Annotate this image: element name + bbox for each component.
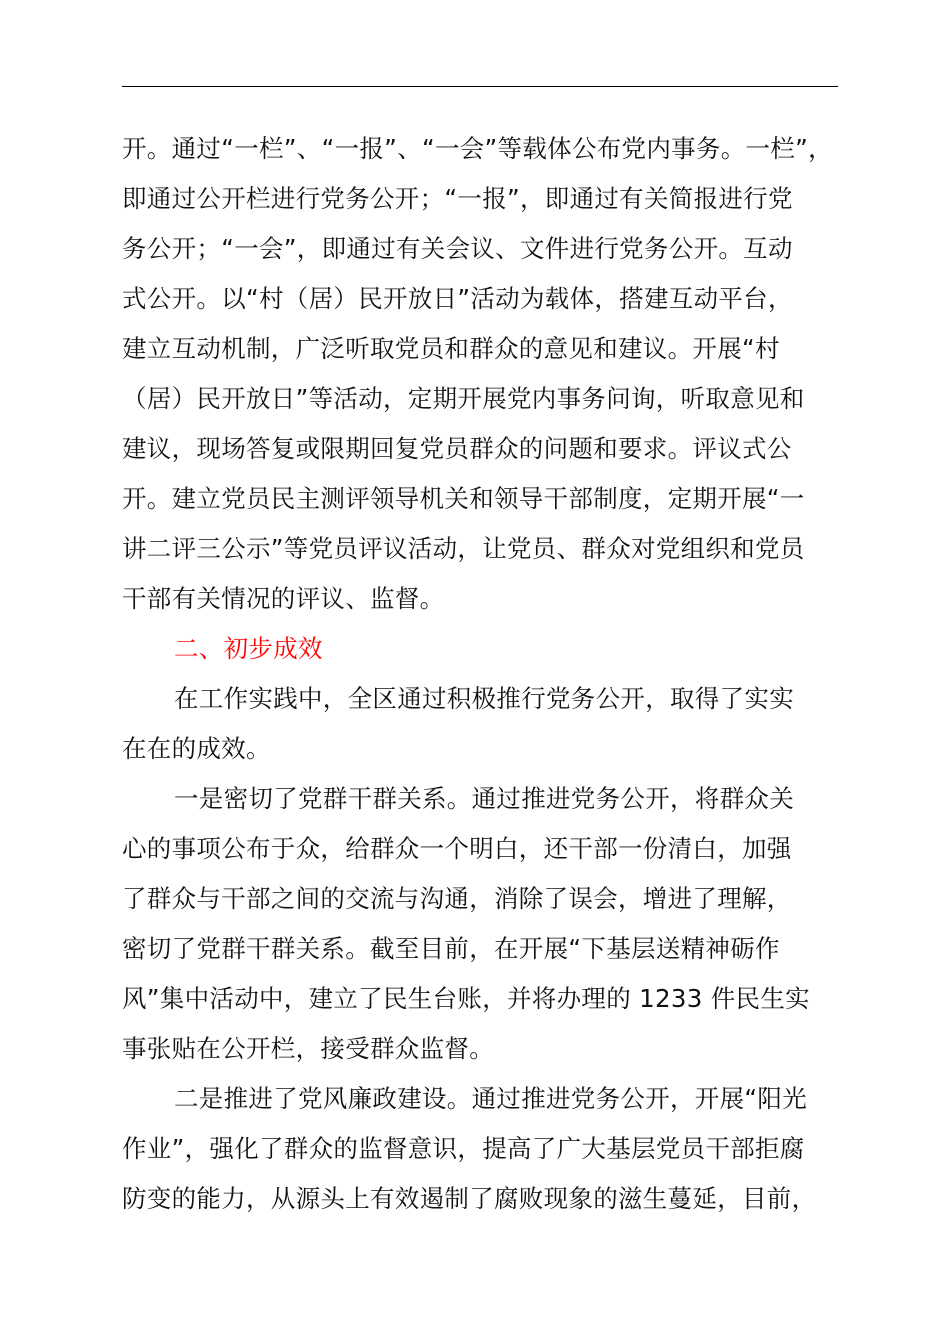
text-line: 在工作实践中，全区通过积极推行党务公开，取得了实实 <box>174 684 794 713</box>
text-line: 讲二评三公示”等党员评议活动，让党员、群众对党组织和党员 <box>122 534 805 563</box>
text-line: 风”集中活动中，建立了民生台账，并将办理的 1233 件民生实 <box>122 984 810 1013</box>
text-line: 开。建立党员民主测评领导机关和领导干部制度，定期开展“一 <box>122 484 805 513</box>
text-line: 心的事项公布于众，给群众一个明白，还干部一份清白，加强 <box>122 834 792 863</box>
text-line: 防变的能力，从源头上有效遏制了腐败现象的滋生蔓延，目前， <box>122 1184 817 1213</box>
text-line: 作业”，强化了群众的监督意识，提高了广大基层党员干部拒腐 <box>122 1134 805 1163</box>
text-line: 密切了党群干群关系。截至目前，在开展“下基层送精神砺作 <box>122 934 780 963</box>
text-line: 式公开。以“村（居）民开放日”活动为载体，搭建互动平台， <box>122 284 793 313</box>
text-line: 务公开；“一会”，即通过有关会议、文件进行党务公开。互动 <box>122 234 793 263</box>
text-line: 了群众与干部之间的交流与沟通，消除了误会，增进了理解， <box>122 884 792 913</box>
text-line: 干部有关情况的评议、监督。 <box>122 584 445 613</box>
text-line: （居）民开放日”等活动，定期开展党内事务问询，听取意见和 <box>122 384 805 413</box>
text-line: 二是推进了党风廉政建设。通过推进党务公开，开展“阳光 <box>174 1084 807 1113</box>
document-body <box>122 124 838 1224</box>
text-line: 开。通过“一栏”、“一报”、“一会”等载体公布党内事务。一栏”， <box>122 134 833 163</box>
text-line: 事张贴在公开栏，接受群众监督。 <box>122 1034 494 1063</box>
header-rule <box>122 86 838 87</box>
text-line: 在在的成效。 <box>122 734 271 763</box>
text-line: 建立互动机制，广泛听取党员和群众的意见和建议。开展“村 <box>122 334 780 363</box>
text-line: 即通过公开栏进行党务公开；“一报”，即通过有关简报进行党 <box>122 184 793 213</box>
text-line: 一是密切了党群干群关系。通过推进党务公开，将群众关 <box>174 784 794 813</box>
text-line: 建议，现场答复或限期回复党员群众的问题和要求。评议式公 <box>122 434 792 463</box>
section-heading: 二、初步成效 <box>174 634 323 663</box>
